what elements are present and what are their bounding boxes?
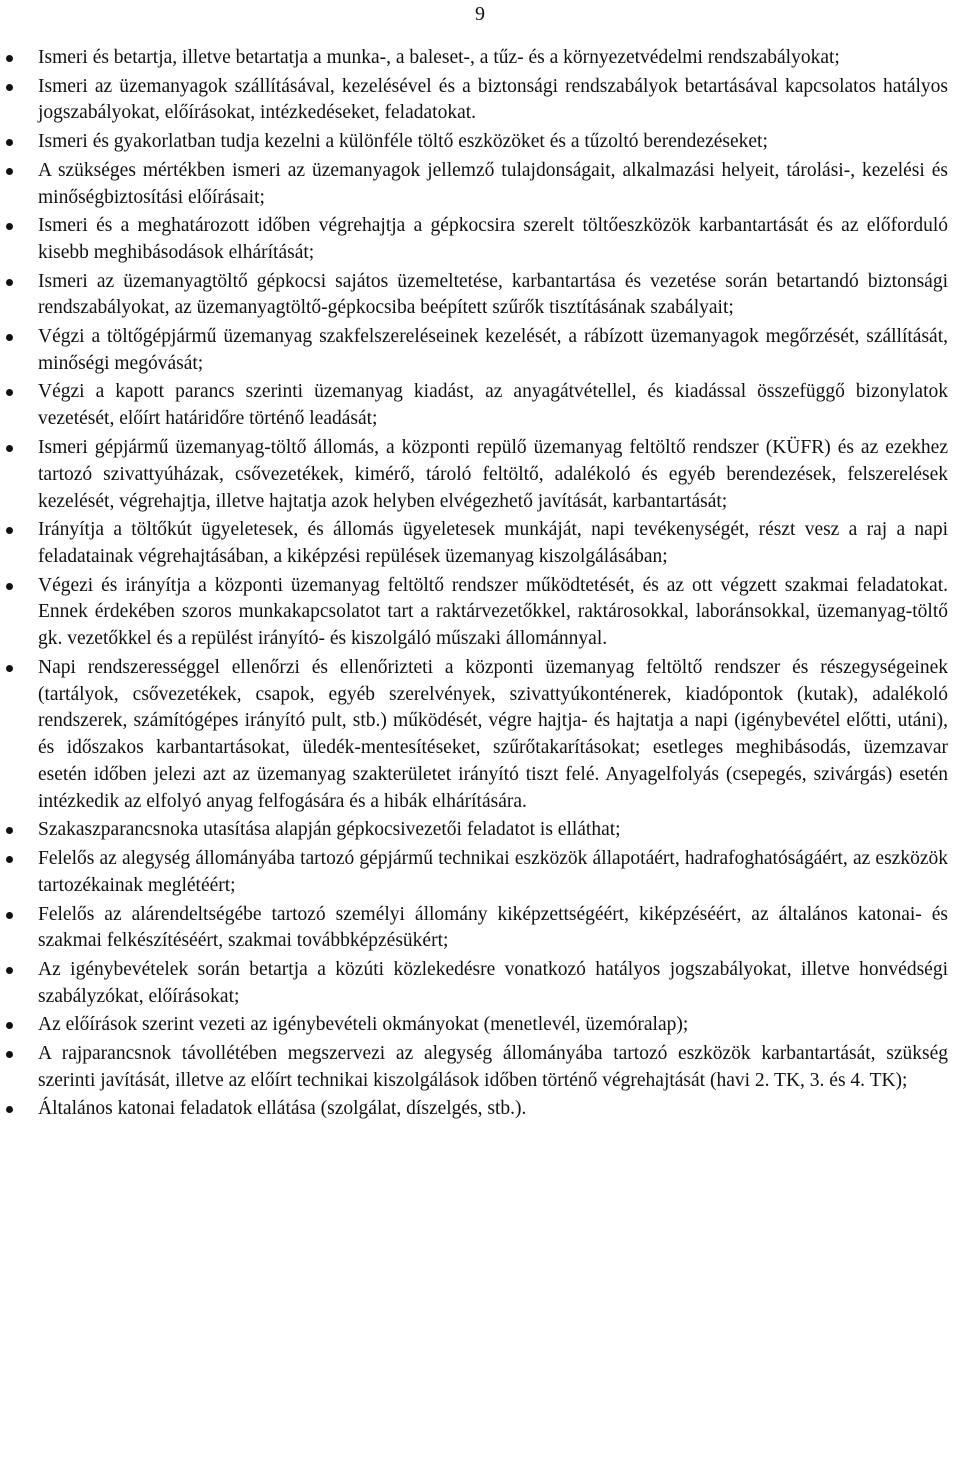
list-item: A szükséges mértékben ismeri az üzemanyagok jellemző tulajdonságait, alkalmazási helyeit, tárolási-, kezelési és minőségbiztosítási előírásait;	[0, 158, 960, 212]
list-item: Felelős az alárendeltségébe tartozó személyi állomány kiképzettségéért, kiképzéséért, az általános katonai- és szakmai felkészítéséért, szakmai továbbképzésükért;	[0, 902, 960, 956]
list-item: Végezi és irányítja a központi üzemanyag feltöltő rendszer működtetését, és az ott végzett szakmai feladatokat. Ennek érdekében szoros munkakapcsolatot tart a raktárvezetőkkel, raktárosokkal, laboránsokkal, üzemanyag-töltő gk. vezetőkkel és a repülést irányító- és kiszolgáló műszaki állománnyal.	[0, 573, 960, 653]
list-item: Általános katonai feladatok ellátása (szolgálat, díszelgés, stb.).	[0, 1096, 960, 1123]
list-item: Ismeri gépjármű üzemanyag-töltő állomás, a központi repülő üzemanyag feltöltő rendszer (KÜFR) és az ezekhez tartozó szivattyúházak, csővezetékek, kimérő, tároló feltöltő, adalékoló és egyéb berendezések, felszerelések kezelését, végrehajtja, illetve hajtatja azok helyben elvégezhető javítását, karbantartását;	[0, 435, 960, 515]
list-item: Ismeri és a meghatározott időben végrehajtja a gépkocsira szerelt töltőeszközök karbantartását és az előforduló kisebb meghibásodások elhárítását;	[0, 213, 960, 267]
list-item: Végzi a kapott parancs szerinti üzemanyag kiadást, az anyagátvétellel, és kiadással összefüggő bizonylatok vezetését, előírt határidőre történő leadását;	[0, 379, 960, 433]
list-item: Felelős az alegység állományába tartozó gépjármű technikai eszközök állapotáért, hadrafoghatóságáért, az eszközök tartozékainak meglétéért;	[0, 846, 960, 900]
list-item: Ismeri az üzemanyagok szállításával, kezelésével és a biztonsági rendszabályok betartásával kapcsolatos hatályos jogszabályokat, előírásokat, intézkedéseket, feladatokat.	[0, 74, 960, 128]
list-item: A rajparancsnok távollétében megszervezi az alegység állományába tartozó eszközök karbantartását, szükség szerinti javítását, illetve az előírt technikai kiszolgálások időben történő végrehajtását (havi 2. TK, 3. és 4. TK);	[0, 1041, 960, 1095]
list-item: Végzi a töltőgépjármű üzemanyag szakfelszereléseinek kezelését, a rábízott üzemanyagok megőrzését, szállítását, minőségi megóvását;	[0, 324, 960, 378]
page-number: 9	[475, 3, 485, 25]
list-item: Az igénybevételek során betartja a közúti közlekedésre vonatkozó hatályos jogszabályokat, illetve honvédségi szabályzókat, előírásokat;	[0, 957, 960, 1011]
list-item: Szakaszparancsnoka utasítása alapján gépkocsivezetői feladatot is elláthat;	[0, 817, 960, 844]
duty-bullet-list	[0, 45, 960, 1125]
list-item: Napi rendszerességgel ellenőrzi és ellenőrizteti a központi üzemanyag feltöltő rendszer és részegységeinek (tartályok, csővezetékek, csapok, egyéb szerelvények, szivattyúkonténerek, kiadópontok (kutak), adalékoló rendszerek, számítógépes irányító pult, stb.) működését, végre hajtja- és hajtatja a napi (igénybevétel előtti, utáni), és időszakos karbantartásokat, üledék-mentesítéseket, szűrőtakarításokat; esetleges meghibásodás, üzemzavar esetén időben jelezi azt az üzemanyag szakterületet irányító tiszt felé. Anyagelfolyás (csepegés, szivárgás) esetén intézkedik az elfolyó anyag felfogására és a hibák elhárítására.	[0, 655, 960, 816]
list-item: Ismeri és betartja, illetve betartatja a munka-, a baleset-, a tűz- és a környezetvédelmi rendszabályokat;	[0, 45, 960, 72]
list-item: Az előírások szerint vezeti az igénybevételi okmányokat (menetlevél, üzemóralap);	[0, 1012, 960, 1039]
list-item: Irányítja a töltőkút ügyeletesek, és állomás ügyeletesek munkáját, napi tevékenységét, részt vesz a raj a napi feladatainak végrehajtásában, a kiképzési repülések üzemanyag kiszolgálásában;	[0, 517, 960, 571]
list-item: Ismeri az üzemanyagtöltő gépkocsi sajátos üzemeltetése, karbantartása és vezetése során betartandó biztonsági rendszabályokat, az üzemanyagtöltő-gépkocsiba beépített szűrők tisztításának szabályait;	[0, 269, 960, 323]
list-item: Ismeri és gyakorlatban tudja kezelni a különféle töltő eszközöket és a tűzoltó berendezéseket;	[0, 129, 960, 156]
